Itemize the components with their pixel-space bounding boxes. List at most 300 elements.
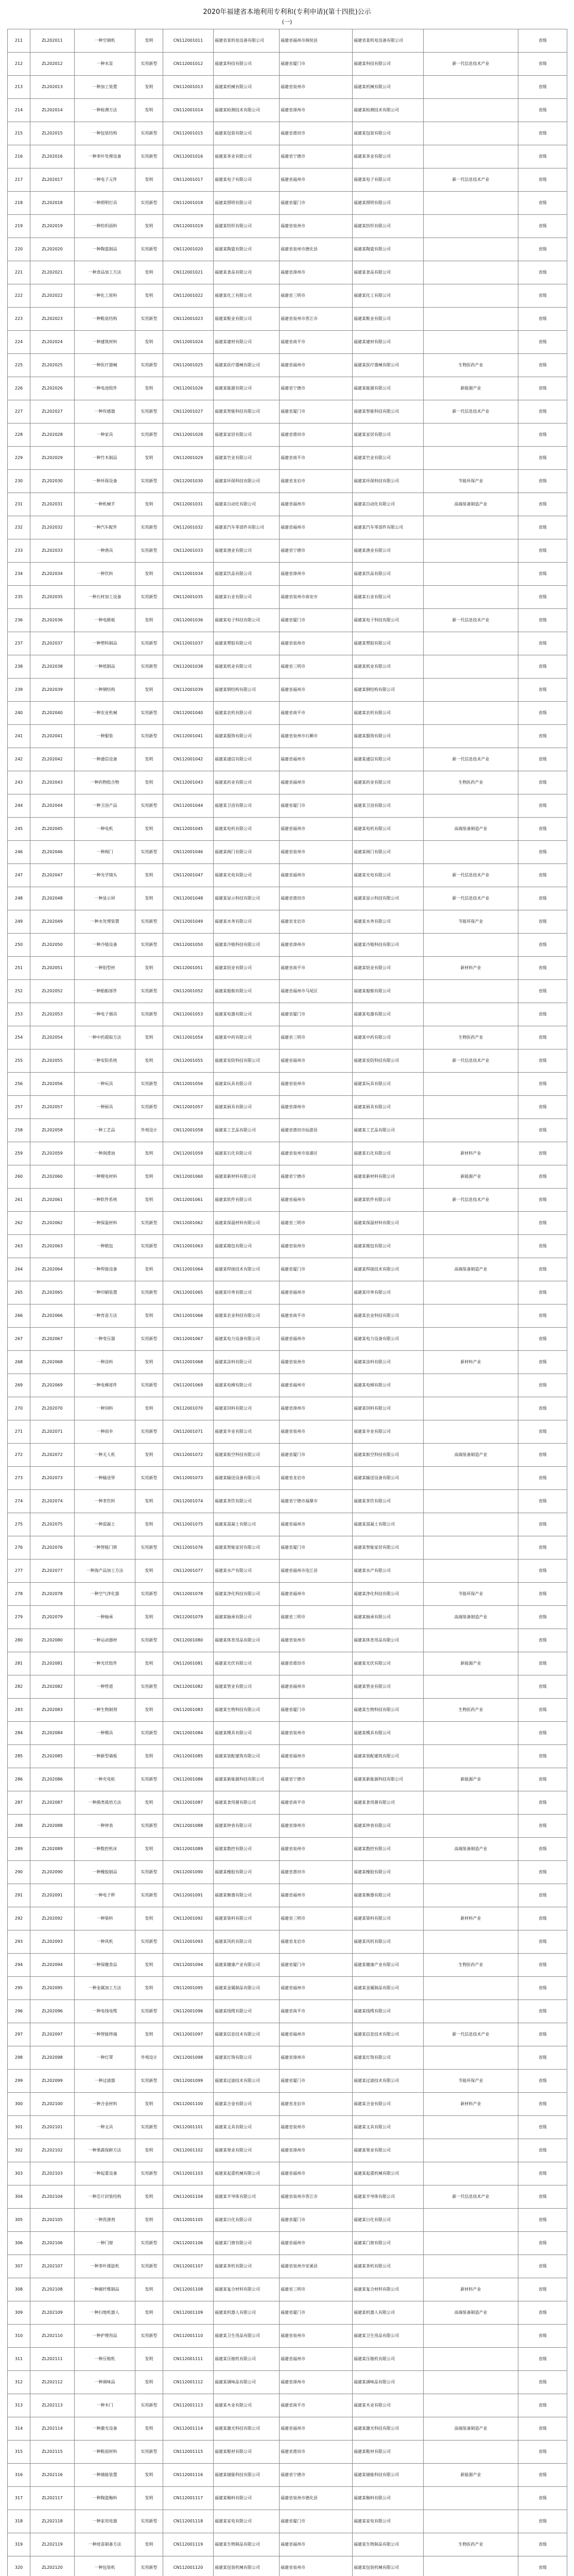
field-cell: 新能源产业 [424,377,518,400]
field-cell [424,145,518,168]
remark-cell: 省级 [518,1838,567,1861]
serial-no-cell: 240 [8,702,30,725]
table-row [8,192,567,215]
remark-cell: 省级 [518,1977,567,2000]
implementer-cell: 福建某家电有限公司 [353,2510,424,2533]
patentee-cell: 福建某净化科技有限公司 [214,1583,280,1606]
implementer-cell: 福建某纺织有限公司 [353,215,424,238]
address-cell: 福建省福州市 [280,2533,353,2556]
patentee-cell: 福建某茶机有限公司 [214,2255,280,2278]
remark-cell: 省级 [518,122,567,145]
implementer-cell: 福建某数控有限公司 [353,1838,424,1861]
field-cell [424,1722,518,1745]
implementer-cell: 福建某茶机有限公司 [353,2255,424,2278]
remark-cell: 省级 [518,192,567,215]
grant-no-cell: CN112001045 [163,818,214,841]
grant-no-cell: CN112001093 [163,1930,214,1954]
address-cell: 福建省三明市 [280,2278,353,2301]
address-cell: 福建省莆田市 [280,2441,353,2464]
implementer-cell: 福建某软件有限公司 [353,1189,424,1212]
implementer-cell: 福建某医疗器械有限公司 [353,354,424,377]
table-row [8,957,567,980]
remark-cell: 省级 [518,1490,567,1513]
field-cell [424,980,518,1003]
serial-no-cell: 245 [8,818,30,841]
patent-type-cell: 发明 [135,76,163,99]
address-cell: 福建省龙岩市 [280,2093,353,2116]
grant-no-cell: CN112001025 [163,354,214,377]
patent-name-cell: 一种管道 [75,1675,135,1699]
patent-type-cell: 发明 [135,887,163,910]
remark-cell: 省级 [518,2278,567,2301]
patent-no-cell: ZL202023 [30,308,75,331]
address-cell: 福建省龙岩市 [280,1467,353,1490]
patent-no-cell: ZL202017 [30,168,75,192]
serial-no-cell: 296 [8,2000,30,2023]
table-row [8,2162,567,2185]
implementer-cell: 福建某装配建筑有限公司 [353,1745,424,1768]
patent-no-cell: ZL202106 [30,2232,75,2255]
remark-cell: 省级 [518,679,567,702]
grant-no-cell: CN112001071 [163,1420,214,1444]
patent-name-cell: 一种海产品加工方法 [75,1560,135,1583]
patent-name-cell: 一种果蔬保鲜方法 [75,2139,135,2162]
patent-type-cell: 实用新型 [135,1003,163,1026]
grant-no-cell: CN112001027 [163,400,214,423]
patentee-cell: 福建某电子科技有限公司 [214,609,280,632]
address-cell: 福建省泉州市 [280,76,353,99]
patent-name-cell: 一种渔具 [75,539,135,563]
patent-name-cell: 一种金属加工方法 [75,1977,135,2000]
patent-name-cell: 一种家用电器 [75,2510,135,2533]
implementer-cell: 福建某水产有限公司 [353,1560,424,1583]
field-cell [424,655,518,679]
address-cell: 福建省福州市 [280,679,353,702]
implementer-cell: 福建某玩具有限公司 [353,1073,424,1096]
field-cell [424,2116,518,2139]
serial-no-cell: 292 [8,1907,30,1930]
serial-no-cell: 227 [8,400,30,423]
patent-no-cell: ZL202079 [30,1606,75,1629]
patent-name-cell: 一种机械手 [75,493,135,516]
table-row [8,2441,567,2464]
address-cell: 福建省福州市 [280,1049,353,1073]
patent-type-cell: 实用新型 [135,354,163,377]
patentee-cell: 福建省某机电设备有限公司 [214,29,280,53]
patent-name-cell: 一种环保设备 [75,470,135,493]
patent-no-cell: ZL202063 [30,1235,75,1258]
patentee-cell: 福建某衡器有限公司 [214,1884,280,1907]
patent-type-cell: 发明 [135,29,163,53]
address-cell: 福建省漳州市 [280,2371,353,2394]
remark-cell: 省级 [518,2185,567,2209]
remark-cell: 省级 [518,1003,567,1026]
remark-cell: 省级 [518,1142,567,1165]
grant-no-cell: CN112001110 [163,2325,214,2348]
implementer-cell: 福建某橡胶有限公司 [353,1861,424,1884]
remark-cell: 省级 [518,2255,567,2278]
patentee-cell: 福建某储能科技有限公司 [214,2464,280,2487]
table-row [8,261,567,284]
patent-type-cell: 发明 [135,1560,163,1583]
grant-no-cell: CN112001055 [163,1049,214,1073]
grant-no-cell: CN112001076 [163,1536,214,1560]
patentee-cell: 福建某线缆有限公司 [214,2000,280,2023]
grant-no-cell: CN112001030 [163,470,214,493]
grant-no-cell: CN112001031 [163,493,214,516]
remark-cell: 省级 [518,1165,567,1189]
patent-no-cell: ZL202014 [30,99,75,122]
field-cell [424,1791,518,1815]
patent-name-cell: 一种激光设备 [75,2417,135,2441]
patent-type-cell: 实用新型 [135,702,163,725]
remark-cell: 省级 [518,1513,567,1536]
remark-cell: 省级 [518,563,567,586]
table-row [8,331,567,354]
implementer-cell: 福建某通信有限公司 [353,748,424,771]
implementer-cell: 福建某船舶有限公司 [353,980,424,1003]
address-cell: 福建省泉州市晋江市 [280,308,353,331]
address-cell: 福建省莆田市 [280,423,353,447]
remark-cell: 省级 [518,2116,567,2139]
field-cell: 生物医药产业 [424,2533,518,2556]
serial-no-cell: 314 [8,2417,30,2441]
grant-no-cell: CN112001089 [163,1838,214,1861]
serial-no-cell: 287 [8,1791,30,1815]
grant-no-cell: CN112001106 [163,2232,214,2255]
field-cell: 生物医药产业 [424,1954,518,1977]
patentee-cell: 福建某橡胶有限公司 [214,1861,280,1884]
serial-no-cell: 288 [8,1815,30,1838]
table-row [8,2255,567,2278]
address-cell: 福建省漳州市 [280,261,353,284]
remark-cell: 省级 [518,2139,567,2162]
patent-name-cell: 一种玩具 [75,1073,135,1096]
patent-name-cell: 一种厨具 [75,1096,135,1119]
address-cell: 福建省福州市马尾区 [280,980,353,1003]
patentee-cell: 福建某玩具有限公司 [214,1073,280,1096]
table-row [8,2510,567,2533]
grant-no-cell: CN112001036 [163,609,214,632]
field-cell: 新能源产业 [424,2464,518,2487]
patent-no-cell: ZL202061 [30,1189,75,1212]
patent-no-cell: ZL202050 [30,934,75,957]
patent-type-cell: 发明 [135,2464,163,2487]
patentee-cell: 福建某食品有限公司 [214,261,280,284]
table-row [8,2394,567,2417]
table-row [8,1142,567,1165]
patentee-cell: 福建某茶业有限公司 [214,145,280,168]
serial-no-cell: 219 [8,215,30,238]
serial-no-cell: 264 [8,1258,30,1281]
patentee-cell: 福建某焊接技术有限公司 [214,1258,280,1281]
remark-cell: 省级 [518,1212,567,1235]
table-row [8,215,567,238]
patent-name-cell: 一种芯片封装结构 [75,2185,135,2209]
serial-no-cell: 317 [8,2487,30,2510]
implementer-cell: 福建某涂料有限公司 [353,1351,424,1374]
address-cell: 福建省莆田市仙游县 [280,1119,353,1142]
implementer-cell: 福建某卫浴有限公司 [353,794,424,818]
field-cell: 新一代信息技术产业 [424,168,518,192]
patent-no-cell: ZL202086 [30,1768,75,1791]
remark-cell: 省级 [518,308,567,331]
patent-no-cell: ZL202069 [30,1374,75,1397]
patent-name-cell: 一种电路板 [75,609,135,632]
field-cell [424,1235,518,1258]
patent-type-cell: 发明 [135,1444,163,1467]
implementer-cell: 福建某储能科技有限公司 [353,2464,424,2487]
patent-type-cell: 实用新型 [135,632,163,655]
implementer-cell: 福建某茶业有限公司 [353,145,424,168]
field-cell [424,1629,518,1652]
field-cell [424,2162,518,2185]
serial-no-cell: 270 [8,1397,30,1420]
table-row [8,748,567,771]
patent-name-cell: 一种变压器 [75,1328,135,1351]
address-cell: 福建省宁德市 [280,1165,353,1189]
remark-cell: 省级 [518,1189,567,1212]
implementer-cell: 福建某食品有限公司 [353,261,424,284]
remark-cell: 省级 [518,539,567,563]
serial-no-cell: 246 [8,841,30,864]
remark-cell: 省级 [518,818,567,841]
address-cell: 福建省厦门市 [280,1003,353,1026]
address-cell: 福建省龙岩市 [280,910,353,934]
patent-type-cell: 发明 [135,1026,163,1049]
implementer-cell: 福建某焊接技术有限公司 [353,1258,424,1281]
patentee-cell: 福建某纸业有限公司 [214,655,280,679]
implementer-cell: 福建某伞业有限公司 [353,1420,424,1444]
table-row [8,99,567,122]
patent-type-cell: 发明 [135,261,163,284]
serial-no-cell: 290 [8,1861,30,1884]
remark-cell: 省级 [518,1235,567,1258]
implementer-cell: 福建某包装有限公司 [353,122,424,145]
serial-no-cell: 234 [8,563,30,586]
table-body [8,29,567,2576]
serial-no-cell: 277 [8,1560,30,1583]
patent-name-cell: 一种数控机床 [75,1838,135,1861]
field-cell [424,447,518,470]
patentee-cell: 福建某新材料有限公司 [214,1165,280,1189]
remark-cell: 省级 [518,609,567,632]
address-cell: 福建省泉州市 [280,215,353,238]
address-cell: 福建省泉州市 [280,1722,353,1745]
table-row [8,1768,567,1791]
grant-no-cell: CN112001049 [163,910,214,934]
patent-no-cell: ZL202065 [30,1281,75,1304]
patentee-cell: 福建某电梯有限公司 [214,1374,280,1397]
serial-no-cell: 275 [8,1513,30,1536]
address-cell: 福建省福州市 [280,2417,353,2441]
grant-no-cell: CN112001086 [163,1768,214,1791]
implementer-cell: 福建某灯饰有限公司 [353,2046,424,2070]
patentee-cell: 福建某中药有限公司 [214,1026,280,1049]
patent-type-cell: 实用新型 [135,1861,163,1884]
grant-no-cell: CN112001015 [163,122,214,145]
grant-no-cell: CN112001068 [163,1351,214,1374]
patent-name-cell: 一种纺织面料 [75,215,135,238]
patentee-cell: 福建某渔业有限公司 [214,539,280,563]
remark-cell: 省级 [518,2209,567,2232]
patent-no-cell: ZL202055 [30,1049,75,1073]
patent-no-cell: ZL202103 [30,2162,75,2185]
patentee-cell: 福建某化工有限公司 [214,284,280,308]
address-cell: 福建省福州市 [280,1675,353,1699]
table-row [8,632,567,655]
field-cell [424,1304,518,1328]
address-cell: 福建省厦门市 [280,53,353,76]
patent-type-cell: 发明 [135,2417,163,2441]
implementer-cell: 福建某钢结构有限公司 [353,679,424,702]
patentee-cell: 福建某鞋材有限公司 [214,2441,280,2464]
patent-no-cell: ZL202117 [30,2487,75,2510]
patent-no-cell: ZL202026 [30,377,75,400]
serial-no-cell: 262 [8,1212,30,1235]
address-cell: 福建省福州市 [280,1583,353,1606]
field-cell [424,238,518,261]
implementer-cell: 福建某能源有限公司 [353,377,424,400]
serial-no-cell: 294 [8,1954,30,1977]
address-cell: 福建省宁德市 [280,145,353,168]
patentee-cell: 福建某过滤技术有限公司 [214,2070,280,2093]
patent-no-cell: ZL202115 [30,2441,75,2464]
address-cell: 福建省泉州市 [280,1351,353,1374]
patent-name-cell: 一种检测方法 [75,99,135,122]
grant-no-cell: CN112001040 [163,702,214,725]
grant-no-cell: CN112001021 [163,261,214,284]
address-cell: 福建省福州市 [280,1281,353,1304]
implementer-cell: 福建某模具有限公司 [353,1722,424,1745]
remark-cell: 省级 [518,1304,567,1328]
grant-no-cell: CN112001107 [163,2255,214,2278]
grant-no-cell: CN112001060 [163,1165,214,1189]
remark-cell: 省级 [518,76,567,99]
serial-no-cell: 307 [8,2255,30,2278]
remark-cell: 省级 [518,423,567,447]
table-row [8,1397,567,1420]
field-cell [424,2255,518,2278]
implementer-cell: 福建某鞋业有限公司 [353,308,424,331]
remark-cell: 省级 [518,725,567,748]
patentee-cell: 福建某保温材料有限公司 [214,1212,280,1235]
patent-name-cell: 一种润滑油 [75,1142,135,1165]
field-cell [424,1977,518,2000]
address-cell: 福建省漳州市 [280,99,353,122]
grant-no-cell: CN112001081 [163,1652,214,1675]
address-cell: 福建省厦门市 [280,1444,353,1467]
patent-type-cell: 实用新型 [135,1884,163,1907]
patent-name-cell: 一种工艺品 [75,1119,135,1142]
patent-no-cell: ZL202112 [30,2371,75,2394]
table-row [8,1490,567,1513]
patent-type-cell: 发明 [135,1907,163,1930]
patentee-cell: 福建某卫生用品有限公司 [214,2325,280,2348]
table-row [8,1652,567,1675]
patent-name-cell: 一种电机 [75,818,135,841]
table-row [8,1583,567,1606]
implementer-cell: 福建某水务有限公司 [353,910,424,934]
patent-name-cell: 一种软件系统 [75,1189,135,1212]
patent-type-cell: 实用新型 [135,470,163,493]
patent-no-cell: ZL202113 [30,2394,75,2417]
grant-no-cell: CN112001062 [163,1212,214,1235]
table-row [8,2046,567,2070]
field-cell: 新一代信息技术产业 [424,609,518,632]
patent-no-cell: ZL202020 [30,238,75,261]
table-row [8,2533,567,2556]
patent-type-cell: 发明 [135,447,163,470]
grant-no-cell: CN112001043 [163,771,214,794]
patent-name-cell: 一种通信设备 [75,748,135,771]
patentee-cell: 福建某日化有限公司 [214,2209,280,2232]
table-row [8,1675,567,1699]
field-cell: 新材料产业 [424,2278,518,2301]
remark-cell: 省级 [518,2441,567,2464]
table-row [8,980,567,1003]
patent-name-cell: 一种灯罩 [75,2046,135,2070]
address-cell: 福建省莆田市 [280,1652,353,1675]
patent-no-cell: ZL202053 [30,1003,75,1026]
serial-no-cell: 261 [8,1189,30,1212]
address-cell: 福建省厦门市 [280,2301,353,2325]
grant-no-cell: CN112001017 [163,168,214,192]
address-cell: 福建省泉州市 [280,1420,353,1444]
implementer-cell: 福建某箱包有限公司 [353,1235,424,1258]
implementer-cell: 福建某饮品有限公司 [353,563,424,586]
serial-no-cell: 258 [8,1119,30,1142]
patent-name-cell: 一种风机 [75,1930,135,1954]
patent-type-cell: 发明 [135,1652,163,1675]
implementer-cell: 福建某石业有限公司 [353,586,424,609]
remark-cell: 省级 [518,655,567,679]
implementer-cell: 福建某净化科技有限公司 [353,1583,424,1606]
patent-name-cell: 一种饲料 [75,1397,135,1420]
field-cell [424,1119,518,1142]
table-row [8,1930,567,1954]
field-cell [424,2348,518,2371]
table-row [8,771,567,794]
remark-cell: 省级 [518,980,567,1003]
implementer-cell: 福建某过滤技术有限公司 [353,2070,424,2093]
address-cell: 福建省厦门市 [280,1699,353,1722]
patentee-cell: 福建某电器有限公司 [214,1003,280,1026]
table-row [8,53,567,76]
field-cell [424,539,518,563]
patent-name-cell: 一种冷链设备 [75,934,135,957]
patent-no-cell: ZL202073 [30,1467,75,1490]
patentee-cell: 福建某新能源科技有限公司 [214,1768,280,1791]
serial-no-cell: 235 [8,586,30,609]
serial-no-cell: 281 [8,1652,30,1675]
patent-no-cell: ZL202016 [30,145,75,168]
remark-cell: 省级 [518,2556,567,2576]
patent-type-cell: 发明 [135,679,163,702]
table-row [8,2232,567,2255]
implementer-cell: 福建某输送设备有限公司 [353,1467,424,1490]
implementer-cell: 福建某智能家居有限公司 [353,1536,424,1560]
address-cell: 福建省福州市 [280,516,353,539]
address-cell: 福建省福州市 [280,864,353,887]
serial-no-cell: 211 [8,29,30,53]
table-row [8,1467,567,1490]
patent-name-cell: 一种无人机 [75,1444,135,1467]
address-cell: 福建省龙岩市 [280,470,353,493]
table-row [8,2301,567,2325]
remark-cell: 省级 [518,261,567,284]
table-row [8,1258,567,1281]
